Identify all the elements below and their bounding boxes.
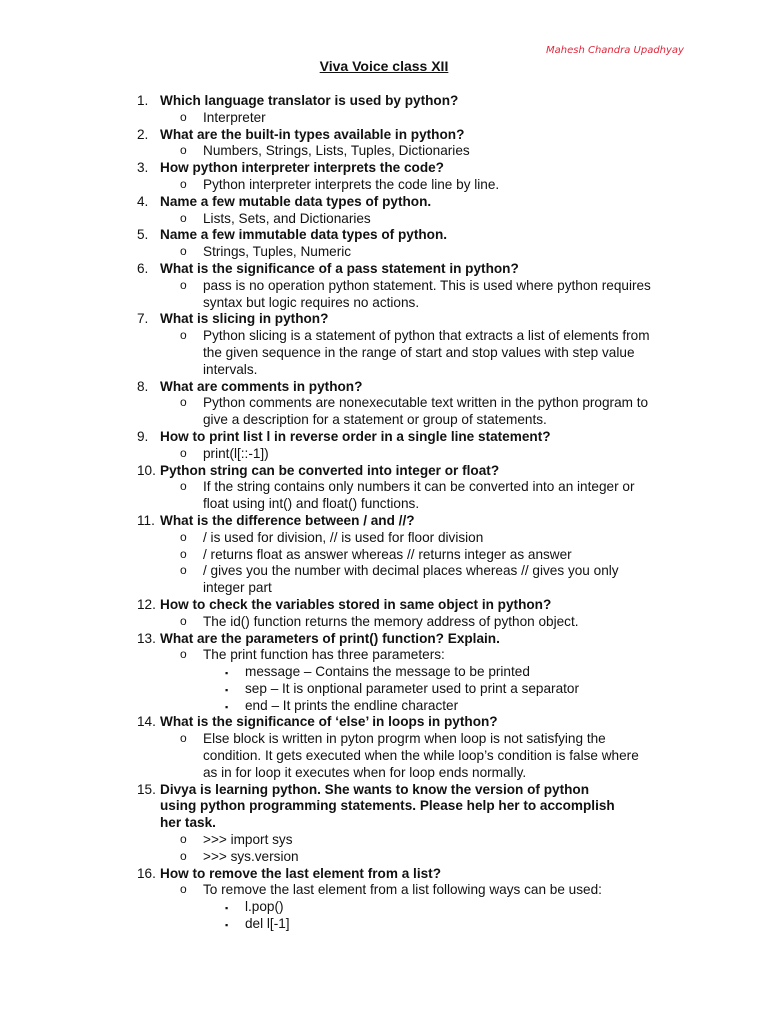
question-text: What is slicing in python?	[160, 311, 329, 327]
sub-answer-item	[0, 698, 768, 715]
hollow-bullet-icon: o	[180, 328, 187, 343]
square-bullet-icon: ▪	[225, 920, 229, 931]
question-number: 6.	[137, 260, 149, 276]
question-text: What are the built-in types available in python?	[160, 126, 465, 142]
answer-text: print(l[::-1])	[203, 445, 269, 461]
question-item	[0, 227, 768, 244]
question-item	[0, 127, 768, 144]
sub-answer-text: del l[-1]	[245, 916, 290, 932]
sub-answer-text: end – It prints the endline character	[245, 697, 459, 713]
question-item	[0, 597, 768, 614]
hollow-bullet-icon: o	[180, 445, 187, 460]
answer-text: The print function has three parameters:	[203, 647, 445, 663]
question-text: Name a few mutable data types of python.	[160, 193, 432, 209]
answer-item	[0, 882, 768, 899]
answer-text: >>> import sys	[203, 832, 293, 848]
answer-text: >>> sys.version	[203, 848, 299, 864]
question-item	[0, 160, 768, 177]
answer-item	[0, 563, 768, 597]
answer-item	[0, 143, 768, 160]
hollow-bullet-icon: o	[180, 882, 187, 897]
hollow-bullet-icon: o	[180, 176, 187, 191]
question-item	[0, 261, 768, 278]
question-number: 9.	[137, 428, 149, 444]
question-text: What is the significance of ‘else’ in loops in python?	[160, 714, 498, 730]
question-text: How to print list l in reverse order in a single line statement?	[160, 428, 551, 444]
sub-answer-item	[0, 916, 768, 933]
answer-text: Python interpreter interprets the code line by line.	[203, 176, 500, 192]
question-number: 5.	[137, 227, 149, 243]
question-number: 2.	[137, 126, 149, 142]
answer-text: The id() function returns the memory address of python object.	[203, 613, 579, 629]
author-signature: Mahesh Chandra Upadhyay	[546, 45, 684, 56]
page-title: Viva Voice class XII	[319, 58, 449, 74]
answer-text: / gives you the number with decimal places whereas // gives you only integer part	[203, 563, 619, 596]
question-number: 14.	[137, 714, 156, 730]
question-text: Python string can be converted into integer or float?	[160, 462, 500, 478]
question-number: 13.	[137, 630, 156, 646]
question-number: 3.	[137, 160, 149, 176]
question-item	[0, 93, 768, 110]
answer-text: Strings, Tuples, Numeric	[203, 244, 352, 260]
sub-answer-text: sep – It is onptional parameter used to print a separator	[245, 680, 579, 696]
sub-answer-text: message – Contains the message to be printed	[245, 664, 530, 680]
answer-item	[0, 614, 768, 631]
question-text: What are the parameters of print() function? Explain.	[160, 630, 500, 646]
hollow-bullet-icon: o	[180, 395, 187, 410]
hollow-bullet-icon: o	[180, 832, 187, 847]
answer-item	[0, 446, 768, 463]
question-number: 16.	[137, 865, 156, 881]
hollow-bullet-icon: o	[180, 529, 187, 544]
question-text: Name a few immutable data types of python.	[160, 227, 448, 243]
answer-text: Python comments are nonexecutable text written in the python program to give a description for a statement or group of statements.	[203, 395, 649, 428]
answer-text: / is used for division, // is used for floor division	[203, 529, 484, 545]
answer-text: Interpreter	[203, 109, 266, 125]
question-text: Divya is learning python. She wants to know the version of python using python programming statements. Please help her to accomplish her task.	[160, 781, 615, 831]
question-item	[0, 463, 768, 480]
question-item	[0, 194, 768, 211]
question-text: How to check the variables stored in same object in python?	[160, 596, 552, 612]
answer-text: / returns float as answer whereas // returns integer as answer	[203, 546, 572, 562]
question-item	[0, 866, 768, 883]
answer-item	[0, 530, 768, 547]
answer-text: Python slicing is a statement of python that extracts a list of elements from the given sequence in the range of start and stop values with step value intervals.	[203, 328, 650, 377]
answer-item	[0, 731, 768, 781]
square-bullet-icon: ▪	[225, 684, 229, 695]
hollow-bullet-icon: o	[180, 277, 187, 292]
question-number: 7.	[137, 311, 149, 327]
answer-text: If the string contains only numbers it can be converted into an integer or float using int() and float() functions.	[203, 479, 635, 512]
answer-item	[0, 547, 768, 564]
hollow-bullet-icon: o	[180, 109, 187, 124]
hollow-bullet-icon: o	[180, 613, 187, 628]
hollow-bullet-icon: o	[180, 244, 187, 259]
question-number: 11.	[137, 512, 155, 528]
answer-item	[0, 647, 768, 664]
hollow-bullet-icon: o	[180, 848, 187, 863]
answer-item	[0, 328, 768, 378]
square-bullet-icon: ▪	[225, 668, 229, 679]
answer-item	[0, 211, 768, 228]
hollow-bullet-icon: o	[180, 143, 187, 158]
question-item	[0, 782, 768, 832]
answer-item	[0, 177, 768, 194]
hollow-bullet-icon: o	[180, 647, 187, 662]
question-text: What is the difference between / and //?	[160, 512, 415, 528]
question-text: What are comments in python?	[160, 378, 363, 394]
question-list	[0, 93, 768, 933]
question-item	[0, 429, 768, 446]
answer-text: pass is no operation python statement. This is used where python requires syntax but logic requires no actions.	[203, 277, 651, 310]
hollow-bullet-icon: o	[180, 731, 187, 746]
answer-text: To remove the last element from a list following ways can be used:	[203, 882, 602, 898]
question-text: How python interpreter interprets the code?	[160, 160, 444, 176]
question-item	[0, 513, 768, 530]
question-item	[0, 631, 768, 648]
answer-item	[0, 244, 768, 261]
answer-item	[0, 395, 768, 429]
question-text: Which language translator is used by python?	[160, 93, 459, 108]
question-number: 8.	[137, 378, 149, 394]
question-number: 10.	[137, 462, 156, 478]
question-item	[0, 379, 768, 396]
sub-answer-item	[0, 899, 768, 916]
answer-item	[0, 278, 768, 312]
question-number: 12.	[137, 596, 156, 612]
question-item	[0, 714, 768, 731]
question-text: How to remove the last element from a list?	[160, 865, 442, 881]
sub-answer-item	[0, 681, 768, 698]
sub-answer-item	[0, 664, 768, 681]
answer-item	[0, 479, 768, 513]
square-bullet-icon: ▪	[225, 701, 229, 712]
hollow-bullet-icon: o	[180, 563, 187, 578]
question-text: What is the significance of a pass statement in python?	[160, 260, 519, 276]
hollow-bullet-icon: o	[180, 479, 187, 494]
square-bullet-icon: ▪	[225, 903, 229, 914]
question-number: 1.	[137, 93, 149, 108]
hollow-bullet-icon: o	[180, 210, 187, 225]
question-number: 15.	[137, 781, 156, 797]
answer-text: Numbers, Strings, Lists, Tuples, Dictionaries	[203, 143, 470, 159]
answer-item	[0, 849, 768, 866]
answer-item	[0, 832, 768, 849]
question-item	[0, 311, 768, 328]
answer-item	[0, 110, 768, 127]
question-number: 4.	[137, 193, 149, 209]
answer-text: Else block is written in pyton progrm when loop is not satisfying the condition. It gets executed when the while loop’s condition is false where as in for loop it executes when for loop ends normally.	[203, 731, 639, 780]
sub-answer-text: l.pop()	[245, 899, 284, 915]
answer-text: Lists, Sets, and Dictionaries	[203, 210, 371, 226]
hollow-bullet-icon: o	[180, 546, 187, 561]
